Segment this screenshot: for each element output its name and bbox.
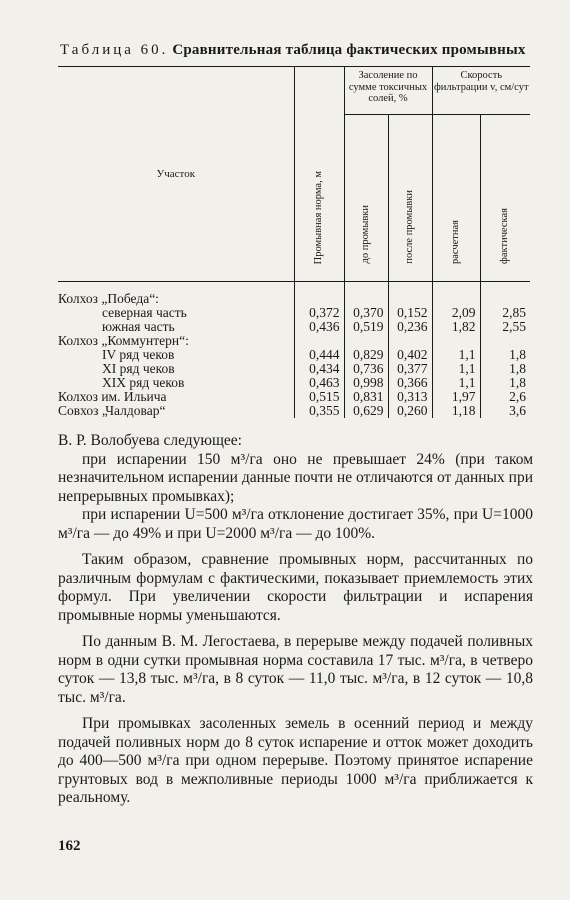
header-fact-text: фактическая xyxy=(499,208,511,264)
paragraph: По данным В. М. Легостаева, в перерыве между подачей поливных норм в одни сутки промывная норма составила 17 тыс. м³/га, в четверо суток — 13,8 тыс. м³/га, в 8 суток — 11,0 тыс. м³/га, в 12 суток — 10,8 тыс. м³/га. xyxy=(58,633,533,706)
cell-before: 0,519 xyxy=(344,320,388,334)
cell-fact: 1,8 xyxy=(480,376,530,390)
table-caption xyxy=(60,42,540,59)
cell-norm: 0,515 xyxy=(294,390,344,404)
row-name: южная часть xyxy=(102,319,175,334)
row-name: XI ряд чеков xyxy=(102,361,175,376)
table-row xyxy=(58,306,530,320)
header-calc xyxy=(432,115,480,282)
cell-after: 0,377 xyxy=(388,362,432,376)
table-row xyxy=(58,348,530,362)
page-number: 162 xyxy=(58,838,81,854)
cell-calc xyxy=(432,334,480,348)
table-row xyxy=(58,390,530,404)
paragraph: При промывках засоленных земель в осенний период и между подачей поливных норм до 8 суток испарение и отток может доходить до 400—500 м³/га при одном перерыве. Поэтому принятое испарение грунтовых вод в межполивные периоды 1000 м³/га приближается к реальному. xyxy=(58,715,533,806)
cell-before: 0,998 xyxy=(344,376,388,390)
row-name: Колхоз „Коммунтерн“: xyxy=(58,333,189,348)
table-row xyxy=(58,320,530,334)
cell-fact xyxy=(480,282,530,307)
paragraph: при испарении 150 м³/га оно не превышает 24% (при таком незначительном испарении данные почти не отличаются от данных при непрерывных промывках); xyxy=(58,450,533,505)
cell-norm xyxy=(294,334,344,348)
cell-norm: 0,463 xyxy=(294,376,344,390)
row-name: Совхоз „Чалдовар“ xyxy=(58,403,166,418)
cell-norm: 0,436 xyxy=(294,320,344,334)
cell-fact: 2,55 xyxy=(480,320,530,334)
cell-before xyxy=(344,334,388,348)
header-salt-group: Засоление по сумме токсичных солей, % xyxy=(344,67,432,115)
cell-calc: 1,1 xyxy=(432,376,480,390)
cell-after xyxy=(388,334,432,348)
cell-calc xyxy=(432,282,480,307)
comparison-table xyxy=(58,66,530,418)
cell-calc: 1,1 xyxy=(432,348,480,362)
row-name: Колхоз „Победа“: xyxy=(58,291,159,306)
header-after xyxy=(388,115,432,282)
cell-after: 0,236 xyxy=(388,320,432,334)
table-row xyxy=(58,282,530,307)
cell-before: 0,829 xyxy=(344,348,388,362)
header-before xyxy=(344,115,388,282)
cell-after: 0,366 xyxy=(388,376,432,390)
cell-norm: 0,434 xyxy=(294,362,344,376)
table-row xyxy=(58,334,530,348)
paragraph: В. Р. Волобуева следующее: xyxy=(58,432,242,449)
header-site: Участок xyxy=(58,67,294,282)
cell-fact: 2,6 xyxy=(480,390,530,404)
cell-fact: 1,8 xyxy=(480,362,530,376)
row-name: XIX ряд чеков xyxy=(102,375,185,390)
cell-calc: 1,18 xyxy=(432,404,480,418)
row-name: северная часть xyxy=(102,305,187,320)
row-name: IV ряд чеков xyxy=(102,347,175,362)
body-text xyxy=(58,432,533,808)
cell-calc: 1,82 xyxy=(432,320,480,334)
row-name: Колхоз им. Ильича xyxy=(58,389,167,404)
cell-norm: 0,444 xyxy=(294,348,344,362)
cell-fact xyxy=(480,334,530,348)
header-after-text: после промывки xyxy=(404,190,415,264)
cell-calc: 1,1 xyxy=(432,362,480,376)
cell-before: 0,736 xyxy=(344,362,388,376)
cell-before: 0,629 xyxy=(344,404,388,418)
cell-norm: 0,372 xyxy=(294,306,344,320)
cell-calc: 1,97 xyxy=(432,390,480,404)
cell-after xyxy=(388,282,432,307)
header-before-text: до промывки xyxy=(360,205,371,264)
header-norm xyxy=(294,67,344,282)
table-row xyxy=(58,404,530,418)
cell-after: 0,152 xyxy=(388,306,432,320)
cell-fact: 2,85 xyxy=(480,306,530,320)
table-row xyxy=(58,362,530,376)
cell-after: 0,260 xyxy=(388,404,432,418)
cell-norm xyxy=(294,282,344,307)
caption-lead: Таблица 60. xyxy=(60,42,169,58)
table-row xyxy=(58,376,530,390)
header-calc-text: расчетная xyxy=(450,220,462,264)
cell-before xyxy=(344,282,388,307)
paragraph: при испарении U=500 м³/га отклонение достигает 35%, при U=1000 м³/га — до 49% и при U=2000 м³/га — до 100%. xyxy=(58,506,533,542)
cell-after: 0,402 xyxy=(388,348,432,362)
cell-before: 0,370 xyxy=(344,306,388,320)
header-speed-group: Скорость фильтрации v, см/сут xyxy=(432,67,530,115)
paragraph: Таким образом, сравнение промывных норм, рассчитанных по различным формулам с фактическими, показывает приемлемость этих формул. При увеличении скорости фильтрации и испарения промывные нормы уменьшаются. xyxy=(58,551,533,624)
cell-norm: 0,355 xyxy=(294,404,344,418)
caption-text: Сравнительная таблица фактических промывных xyxy=(172,42,526,58)
header-norm-text: Промывная норма, м xyxy=(313,170,324,264)
cell-fact: 3,6 xyxy=(480,404,530,418)
header-fact xyxy=(480,115,530,282)
cell-after: 0,313 xyxy=(388,390,432,404)
cell-fact: 1,8 xyxy=(480,348,530,362)
cell-calc: 2,09 xyxy=(432,306,480,320)
cell-before: 0,831 xyxy=(344,390,388,404)
